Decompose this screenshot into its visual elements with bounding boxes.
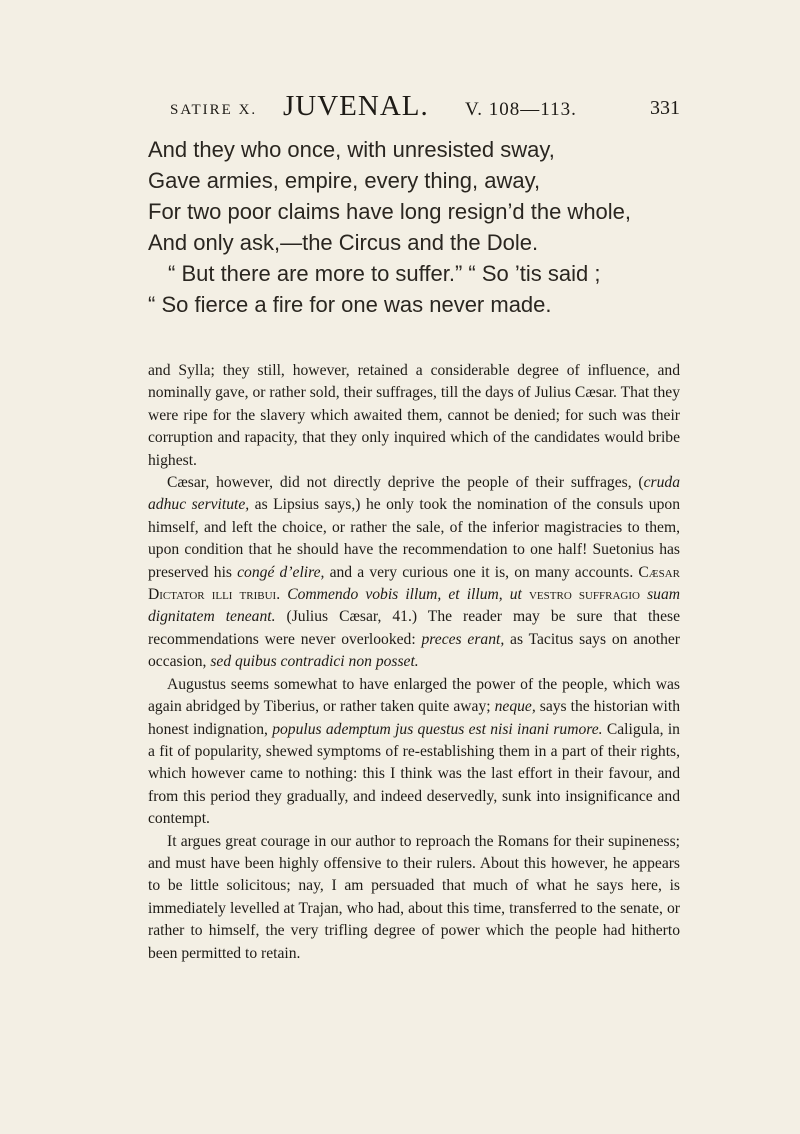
verse-line: Gave armies, empire, every thing, away, <box>148 168 541 193</box>
paragraph-4: It argues great courage in our author to reproach the Romans for their supineness; and must have been highly offensive to their rulers. About this however, he appears to be little solicitous; nay, I am persuaded that much of what he says here, is immediately levelled at Trajan, who had, about this time, transferred to the senate, or rather to himself, the very trifling degree of power which the people had hitherto been permitted to retain. <box>148 832 680 962</box>
verse-block <box>148 134 688 320</box>
header-author: JUVENAL. <box>283 90 429 122</box>
verse-line: And they who once, with unresisted sway, <box>148 137 555 162</box>
verse-line: “ So fierce a fire for one was never made. <box>148 292 552 317</box>
latin-phrase: neque, <box>494 698 536 716</box>
text-run: Cæsar, however, did not directly deprive the people of their suffrages, ( <box>167 474 644 492</box>
text-run: Caligula, in a fit of popularity, shewed symptoms of re-establishing them in a part of their rights, which however came to nothing: this I think was the last effort in their favour, and from this period they gradually, and indeed deservedly, sunk into insignificance and contempt. <box>148 720 680 828</box>
text-run <box>522 586 529 603</box>
latin-phrase: preces erant, <box>421 630 505 648</box>
french-phrase: congé d’elire, <box>237 563 325 581</box>
paragraph-3 <box>148 674 680 831</box>
text-run: (Julius Cæsar, 41.) The reader may be sure that these recommendations were never overlooked: <box>148 608 680 648</box>
text-run: Augustus seems somewhat to have enlarged the power of the people, which was again abridged by Tiberius, or rather taken quite away; <box>148 675 680 716</box>
text-run: as Tacitus says on another occasion, <box>148 630 681 671</box>
running-header <box>170 92 680 132</box>
small-caps-quote: vestro suffragio <box>528 586 640 604</box>
small-caps-quote: Cæsar Dictator illi tribui. <box>148 563 680 604</box>
paragraph-2 <box>148 472 680 674</box>
verse-line: “ But there are more to suffer.” “ So ’tis said ; <box>168 261 601 286</box>
verse-line: And only ask,—the Circus and the Dole. <box>148 230 539 255</box>
latin-phrase: populus ademptum jus questus est nisi inani rumore. <box>272 720 603 738</box>
text-run <box>640 586 647 603</box>
text-run: says the historian with honest indignation, <box>148 698 680 738</box>
text-run: as Lipsius says,) he only took the nomination of the consuls upon himself, and left the choice, or rather the sale, of the inferior magistracies to them, upon condition that he should have the recommendation to one half! Suetonius has preserved his <box>148 496 680 581</box>
paragraph-1: and Sylla; they still, however, retained a considerable degree of influence, and nominally gave, or rather sold, their suffrages, till the days of Julius Cæsar. That they were ripe for the slavery which awaited them, cannot be denied; for such was their corruption and rapacity, that they only inquired which of the candidates would bribe highest. <box>148 362 680 469</box>
latin-phrase: suam dignitatem teneant. <box>148 586 681 626</box>
verse-line: For two poor claims have long resign’d the whole, <box>148 199 632 224</box>
latin-phrase: Commendo vobis illum, et illum, ut <box>287 586 522 604</box>
header-verse-range: V. 108—113. <box>465 99 577 120</box>
latin-phrase: cruda adhuc servitute, <box>148 474 680 514</box>
header-satire: SATIRE X. <box>170 102 258 118</box>
latin-phrase: sed quibus contradici non posset. <box>210 653 419 671</box>
text-run: and a very curious one it is, on many accounts. <box>324 563 639 581</box>
commentary-text <box>148 360 680 965</box>
page-number: 331 <box>650 97 680 119</box>
